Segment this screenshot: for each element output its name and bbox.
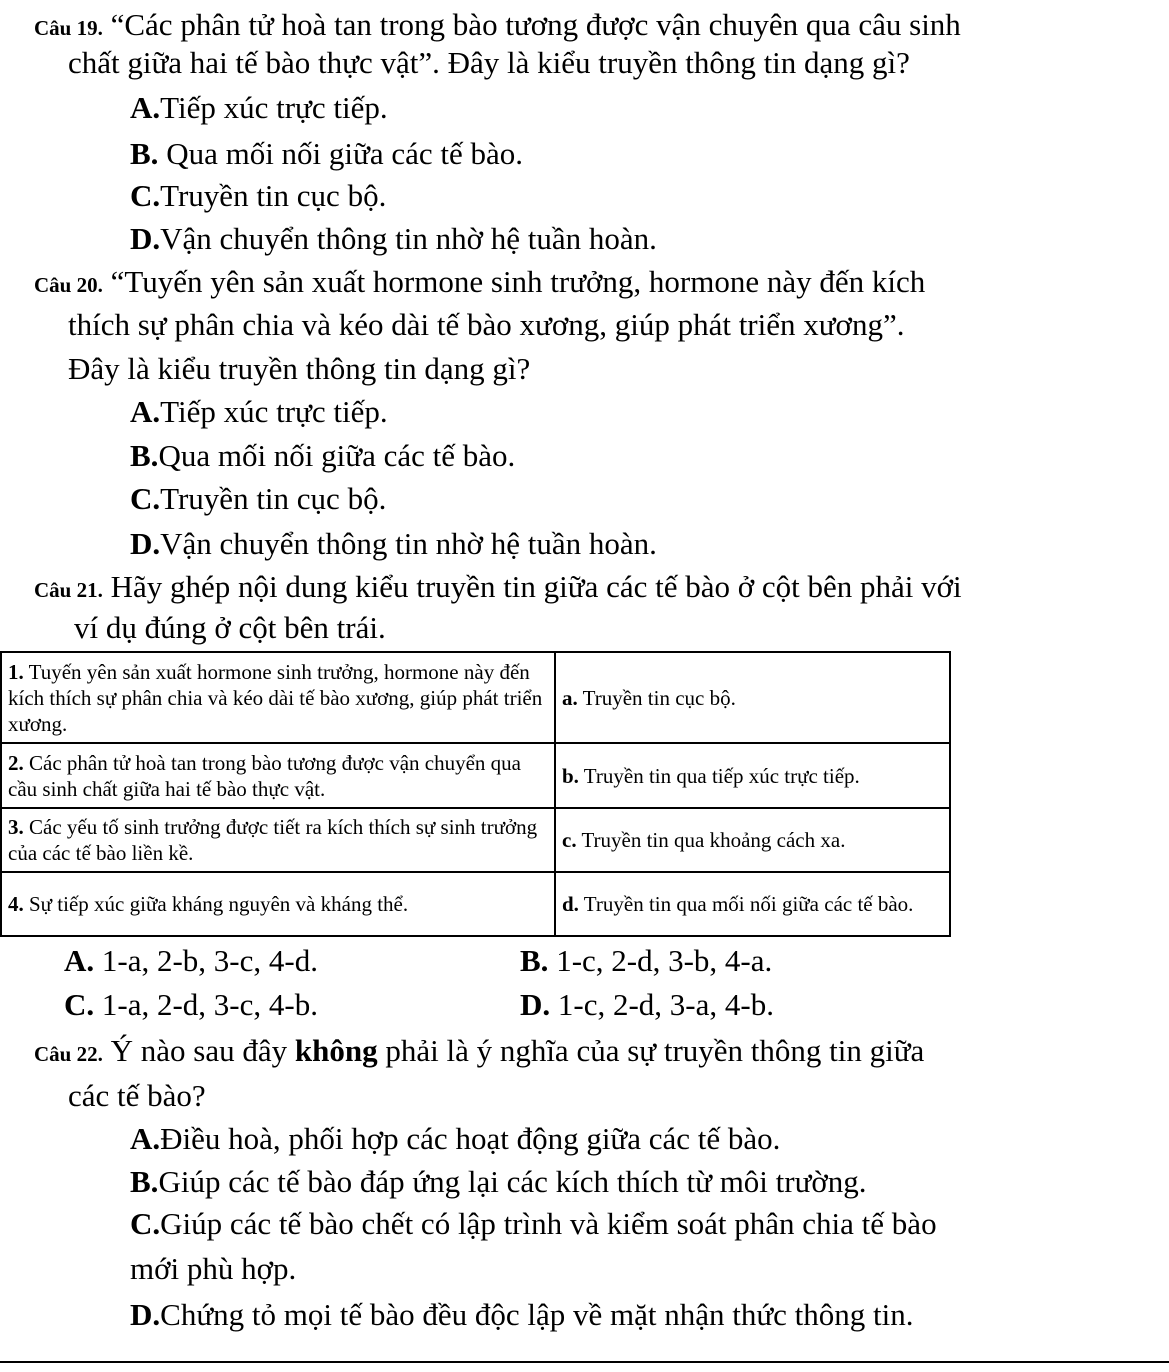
option-text: Vận chuyển thông tin nhờ hệ tuần hoàn. <box>160 526 657 561</box>
row-number: 4. <box>8 892 24 916</box>
row-text: Truyền tin qua khoảng cách xa. <box>576 828 846 852</box>
option-text: Chứng tỏ mọi tế bào đều độc lập về mặt nhận thức thông tin. <box>160 1297 914 1332</box>
option-text: 1-c, 2-d, 3-a, 4-b. <box>550 987 774 1022</box>
row-text: Truyền tin qua tiếp xúc trực tiếp. <box>578 763 860 788</box>
row-text: Các yếu tố sinh trưởng được tiết ra kích thích sự sinh trưởng của các tế bào liền kề. <box>8 815 538 865</box>
row-text: Truyền tin cục bộ. <box>577 685 736 710</box>
option-text: Truyền tin cục bộ. <box>160 178 387 213</box>
option-letter: D. <box>130 221 161 256</box>
option-letter: A. <box>130 394 161 429</box>
question-20-option-c <box>130 480 386 518</box>
question-20-stem-text-1: “Tuyến yên sản xuất hormone sinh trưởng, hormone này đến kích <box>110 264 926 299</box>
option-letter: C. <box>130 178 161 213</box>
table-cell-right <box>555 743 950 808</box>
question-20-stem-line-1 <box>34 263 925 304</box>
row-letter: c. <box>562 828 577 852</box>
question-20-stem-line-3: Đây là kiểu truyền thông tin dạng gì? <box>68 351 531 386</box>
row-letter: d. <box>562 892 579 916</box>
question-19-stem-text-1: “Các phân tử hoà tan trong bào tương được vận chuyên qua câu sinh <box>110 7 961 42</box>
option-text: Truyền tin cục bộ. <box>160 481 387 516</box>
question-19-option-a <box>130 89 388 127</box>
option-text: Giúp các tế bào chết có lập trình và kiểm soát phân chia tế bào <box>160 1206 937 1241</box>
question-22-stem-line-1 <box>34 1032 924 1073</box>
option-text: Qua mối nối giữa các tế bào. <box>158 136 524 171</box>
row-number: 3. <box>8 815 24 839</box>
question-21-label: Câu 21. <box>34 578 103 602</box>
row-number: 1. <box>8 659 24 684</box>
option-text: Điều hoà, phối hợp các hoạt động giữa các tế bào. <box>160 1121 781 1156</box>
question-19-option-d <box>130 220 657 258</box>
option-text: Vận chuyển thông tin nhờ hệ tuần hoàn. <box>160 221 657 256</box>
question-19-option-c <box>130 177 386 215</box>
question-22-stem-line-2: các tế bào? <box>68 1078 206 1113</box>
row-text: Sự tiếp xúc giữa kháng nguyên và kháng thể. <box>23 892 409 916</box>
question-22-option-c <box>130 1205 937 1243</box>
table-cell-left <box>1 743 555 808</box>
question-19-stem-line-2: chất giữa hai tế bào thực vật”. Đây là kiểu truyền thông tin dạng gì? <box>68 45 910 80</box>
table-cell-left <box>1 652 555 743</box>
table-cell-right <box>555 808 950 872</box>
question-19-option-b <box>130 135 523 173</box>
question-20-option-a <box>130 393 388 431</box>
row-letter: b. <box>562 763 579 788</box>
option-text: 1-a, 2-d, 3-c, 4-b. <box>94 987 318 1022</box>
question-21-answer-d <box>520 986 774 1024</box>
table-row <box>1 872 950 936</box>
option-text: Tiếp xúc trực tiếp. <box>160 90 388 125</box>
question-20-option-b <box>130 437 515 475</box>
table-row <box>1 808 950 872</box>
matching-table <box>0 651 951 937</box>
row-text: Tuyến yên sản xuất hormone sinh trưởng, hormone này đến kích thích sự phân chia và kéo dài tế bào xương, giúp phát triển xương. <box>8 659 543 736</box>
table-cell-right <box>555 872 950 936</box>
row-letter: a. <box>562 685 578 710</box>
question-20-stem-line-2: thích sự phân chia và kéo dài tế bào xương, giúp phát triển xương”. <box>68 307 905 342</box>
option-letter: C. <box>130 481 161 516</box>
table-cell-left <box>1 808 555 872</box>
question-22-option-a <box>130 1120 780 1158</box>
option-letter: B. <box>130 438 159 473</box>
option-letter: D. <box>130 1297 161 1332</box>
question-22-option-d <box>130 1296 914 1334</box>
option-letter: A. <box>130 90 161 125</box>
option-text: 1-a, 2-b, 3-c, 4-d. <box>94 943 318 978</box>
option-text: Tiếp xúc trực tiếp. <box>160 394 388 429</box>
question-22-stem-bold: không <box>294 1033 378 1068</box>
option-letter: B. <box>130 136 159 171</box>
question-21-answer-b <box>520 942 772 980</box>
option-letter: A. <box>130 1121 161 1156</box>
question-19-label: Câu 19. <box>34 16 103 40</box>
table-row <box>1 652 950 743</box>
question-21-answer-a <box>64 942 318 980</box>
bottom-rule <box>0 1361 1169 1363</box>
option-text: Giúp các tế bào đáp ứng lại các kích thích từ môi trường. <box>158 1164 867 1199</box>
question-22-option-b <box>130 1163 867 1201</box>
table-cell-left <box>1 872 555 936</box>
question-19-stem-line-1 <box>34 6 961 47</box>
row-text: Truyền tin qua mối nối giữa các tế bào. <box>578 892 914 916</box>
option-letter: B. <box>520 943 549 978</box>
option-letter: C. <box>130 1206 161 1241</box>
option-letter: D. <box>520 987 551 1022</box>
question-21-answer-c <box>64 986 318 1024</box>
option-text: 1-c, 2-d, 3-b, 4-a. <box>548 943 773 978</box>
question-20-option-d <box>130 525 657 563</box>
question-22-label: Câu 22. <box>34 1042 103 1066</box>
table-cell-right <box>555 652 950 743</box>
question-21-stem-line-2: ví dụ đúng ở cột bên trái. <box>74 610 386 645</box>
question-21-stem-line-1 <box>34 568 962 609</box>
question-20-label: Câu 20. <box>34 273 103 297</box>
option-letter: A. <box>64 943 95 978</box>
option-letter: B. <box>130 1164 159 1199</box>
question-22-stem-post: phải là ý nghĩa của sự truyền thông tin giữa <box>377 1033 925 1068</box>
option-letter: D. <box>130 526 161 561</box>
option-letter: C. <box>64 987 95 1022</box>
question-22-option-c-continued: mới phù hợp. <box>130 1251 297 1286</box>
row-number: 2. <box>8 750 24 775</box>
table-row <box>1 743 950 808</box>
question-22-stem-pre: Ý nào sau đây <box>102 1033 295 1068</box>
row-text: Các phân tử hoà tan trong bào tương được vận chuyển qua cầu sinh chất giữa hai tế bào thực vật. <box>8 750 521 801</box>
option-text: Qua mối nối giữa các tế bào. <box>158 438 516 473</box>
question-21-stem-text-1: Hãy ghép nội dung kiểu truyền tin giữa các tế bào ở cột bên phải với <box>102 569 962 604</box>
